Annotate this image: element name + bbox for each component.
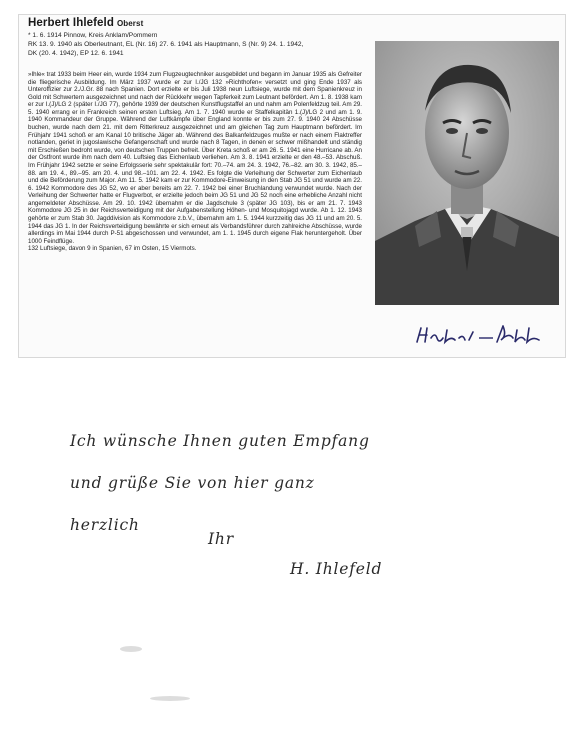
person-name: Herbert Ihlefeld [28,17,114,29]
birth-line: * 1. 6. 1914 Pinnow, Kreis Anklam/Pommern [28,32,158,39]
awards-line: RK 13. 9. 1940 als Oberleutnant, EL (Nr. 16) 27. 6. 1941 als Hauptmann, S (Nr. 9) 24. 1. 1942, [28,41,304,48]
portrait-illustration [375,41,559,305]
biography-text [28,71,362,343]
paper-smudge [150,696,190,701]
letter-line-3: herzlich [70,516,140,534]
person-rank: Oberst [116,19,144,28]
signature-under-photo [413,322,545,348]
victory-tally: 132 Luftsiege, davon 9 in Spanien, 67 im Osten, 15 Viermots. [28,245,197,253]
paper-smudge [120,646,142,652]
portrait-photo [375,41,559,305]
letter-signature: H. Ihlefeld [290,560,383,578]
awards-line-2: DK (20. 4. 1942), EP 12. 6. 1941 [28,50,124,57]
person-heading [28,17,143,29]
letter-line-2: und grüße Sie von hier ganz [70,474,315,492]
biography-body: »Ihle« trat 1933 beim Heer ein, wurde 1934 zum Flugzeugtechniker ausgebildet und begann im Januar 1935 als Gefreiter die fliegerische Ausbildung. Im März 1937 wurde er zur I./JG 132 »Richthofen« versetzt und ging Ende 1937 als Unteroffizier zur 2./J.Gr. 88 nach Spanien. Dort erzielte er bis Juli 1938 neun Luftsiege, wurde mit dem Spanienkreuz in Gold mit Schwertern ausgezeichnet und nach der Rückkehr wegen Tapferkeit zum Leutnant befördert. Am 1. 8. 1938 kam er zur I.(J)/LG 2 (später I./JG 77), gehörte 1939 der deutschen Kunstflugstaffel an und nahm am Polenfeldzug teil. Am 29. 5. 1940 errang er in Frankreich seinen ersten Luftsieg. Am 1. 7. 1940 wurde er Staffelkapitän 1.(J)/LG 2 und am 1. 9. 1940 Kommandeur der Gruppe. Während der Luftkämpfe über England konnte er bis zum 27. 9. 1940 24 Abschüsse buchen, wurde nach dem 21. mit dem Ritterkreuz ausgezeichnet und am gleichen Tag zum Hauptmann befördert. Im Frühjahr 1941 schoß er am Kanal 10 britische Jäger ab. Während des Balkanfeldzuges mußte er nach einem Flaktreffer notlanden, geriet in jugoslawische Gefangenschaft und wurde nach 8 Tagen, in denen er schwer mißhandelt und ständig mit Erschießen bedroht wurde, von deutschen Truppen befreit. Über Kreta schoß er am 26. 5. 1941 eine Hurricane ab. An der Ostfront wurde ihm nach dem 40. Luftsieg das Eichenlaub verliehen. Am 3. 8. 1941 erzielte er den 48.–53. Abschuß. Im Frühjahr 1942 setzte er seine Erfolgsserie sehr spektakulär fort: 70.–74. am 24. 3. 1942, 76.–82. am 30. 3. 1942, 85.–88. am 19. 4., 89.–95. am 20. 4. und 98.–101. am 22. 4. 1942. Es folgte die Verleihung der Schwerter zum Eichenlaub und die Beförderung zum Major. Am 11. 5. 1942 kam er zur Kommodore-Einweisung in den Stab JG 51 und wurde am 22. 6. 1942 Kommodore des JG 52, wo er aber bereits am 22. 7. 1942 bei einer Bruchlandung verwundet wurde. Nach der Verleihung der Schwerter hatte er Flugverbot, er erzielte jedoch beim JG 51 und JG 52 noch eine erhebliche Anzahl nicht angemeldeter Abschüsse. Am 29. 10. 1942 übernahm er die Jagdschule 3 (später JG 103), bis er am 21. 7. 1943 Kommodore JG 25 in der Reichsverteidigung mit der Aufgabenstellung Höhen- und Mosquitojagd wurde. Ab 1. 12. 1943 gehörte er zum Stab 30. Jagddivision als Kommodore z.b.V., übernahm am 1. 5. 1944 kurzzeitig das JG 11 und am 20. 5. 1944 das JG 1. In der Reichsverteidigung bewährte er sich erneut als Verbandsführer durch zahlreiche Abschüsse, wurde allerdings im Mai 1944 durch P-51 abgeschossen und verwundet, am 1. 1. 1945 durch eigene Flak heruntergeholt. Über 1000 Feindflüge. [28,71,362,245]
handwritten-note [0,400,576,745]
letter-closing: Ihr [208,530,234,548]
letter-line-1: Ich wünsche Ihnen guten Empfang [70,432,370,450]
